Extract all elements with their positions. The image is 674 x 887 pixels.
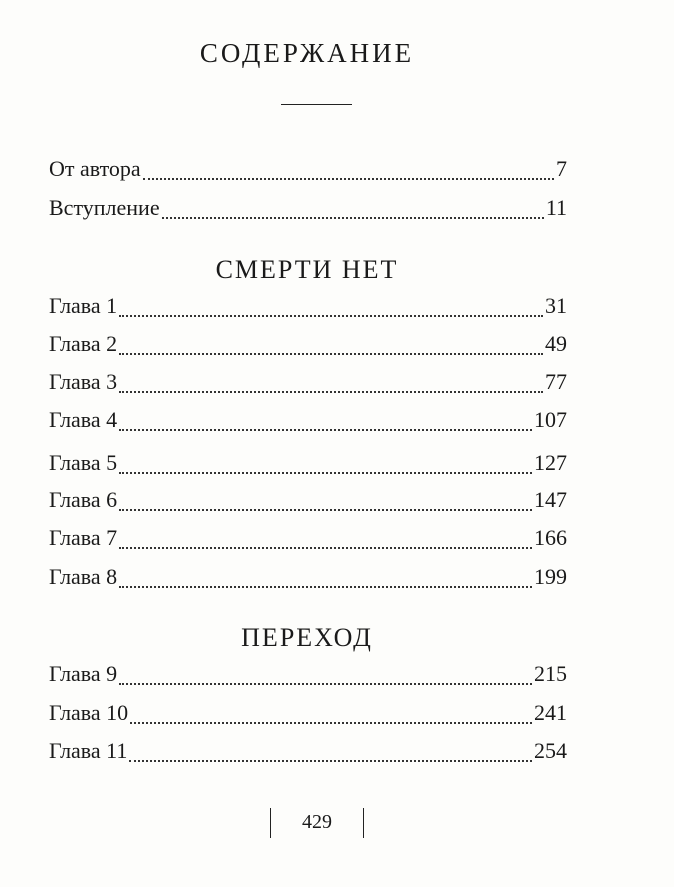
toc-entry-label: Глава 7	[49, 525, 118, 550]
toc-entry-page: 215	[534, 661, 567, 686]
toc-entry-page: 107	[534, 407, 567, 432]
toc-entry-label: Глава 5	[49, 450, 118, 475]
page-number-left-bar	[270, 808, 271, 838]
dot-leader	[119, 472, 532, 474]
toc-entry	[49, 661, 567, 691]
toc-entry-page: 49	[545, 331, 567, 356]
toc-entry-page: 77	[545, 369, 567, 394]
toc-entry	[49, 738, 567, 768]
toc-entry	[49, 564, 567, 594]
toc-entry	[49, 156, 567, 186]
toc-entry-label: Глава 6	[49, 487, 118, 512]
toc-entry-page: 127	[534, 450, 567, 475]
toc-entry-label: Глава 2	[49, 331, 118, 356]
dot-leader	[119, 547, 532, 549]
toc-entry-label: Глава 11	[49, 738, 128, 763]
dot-leader	[130, 722, 532, 724]
toc-entry-label: Глава 10	[49, 700, 129, 725]
page-number-text: 429	[302, 811, 332, 833]
toc-entry	[49, 331, 567, 361]
dot-leader	[129, 760, 532, 762]
toc-entry	[49, 525, 567, 555]
dot-leader	[119, 391, 543, 393]
toc-entry	[49, 450, 567, 480]
toc-entry-label: От автора	[49, 156, 141, 181]
toc-entry-label: Глава 3	[49, 369, 118, 394]
page-number-right-bar	[363, 808, 364, 838]
toc-entry-page: 31	[545, 293, 567, 318]
dot-leader	[162, 217, 544, 219]
toc-entry-page: 166	[534, 525, 567, 550]
dot-leader	[119, 353, 543, 355]
toc-entry-label: Глава 4	[49, 407, 118, 432]
toc-entry-label: Глава 8	[49, 564, 118, 589]
toc-entry-page: 241	[534, 700, 567, 725]
page-number	[270, 808, 364, 838]
dot-leader	[119, 509, 532, 511]
page-title: СОДЕРЖАНИЕ	[199, 38, 415, 68]
toc-entry-page: 147	[534, 487, 567, 512]
dot-leader	[119, 315, 543, 317]
toc-entry-label: Глава 1	[49, 293, 118, 318]
toc-entry	[49, 407, 567, 437]
toc-entry-page: 254	[534, 738, 567, 763]
toc-entry-label: Глава 9	[49, 661, 118, 686]
toc-entry	[49, 293, 567, 323]
toc-entry	[49, 487, 567, 517]
dot-leader	[143, 178, 554, 180]
dot-leader	[119, 429, 532, 431]
toc-entry-page: 7	[556, 156, 567, 181]
toc-entry-page: 199	[534, 564, 567, 589]
section-title: СМЕРТИ НЕТ	[215, 255, 399, 284]
toc-entry-page: 11	[545, 195, 567, 220]
toc-entry	[49, 700, 567, 730]
toc-entry	[49, 369, 567, 399]
dot-leader	[119, 683, 532, 685]
section-title: ПЕРЕХОД	[241, 623, 373, 652]
dot-leader	[119, 586, 532, 588]
toc-entry-label: Вступление	[49, 195, 160, 220]
toc-entry	[49, 195, 567, 225]
title-divider	[281, 104, 352, 105]
